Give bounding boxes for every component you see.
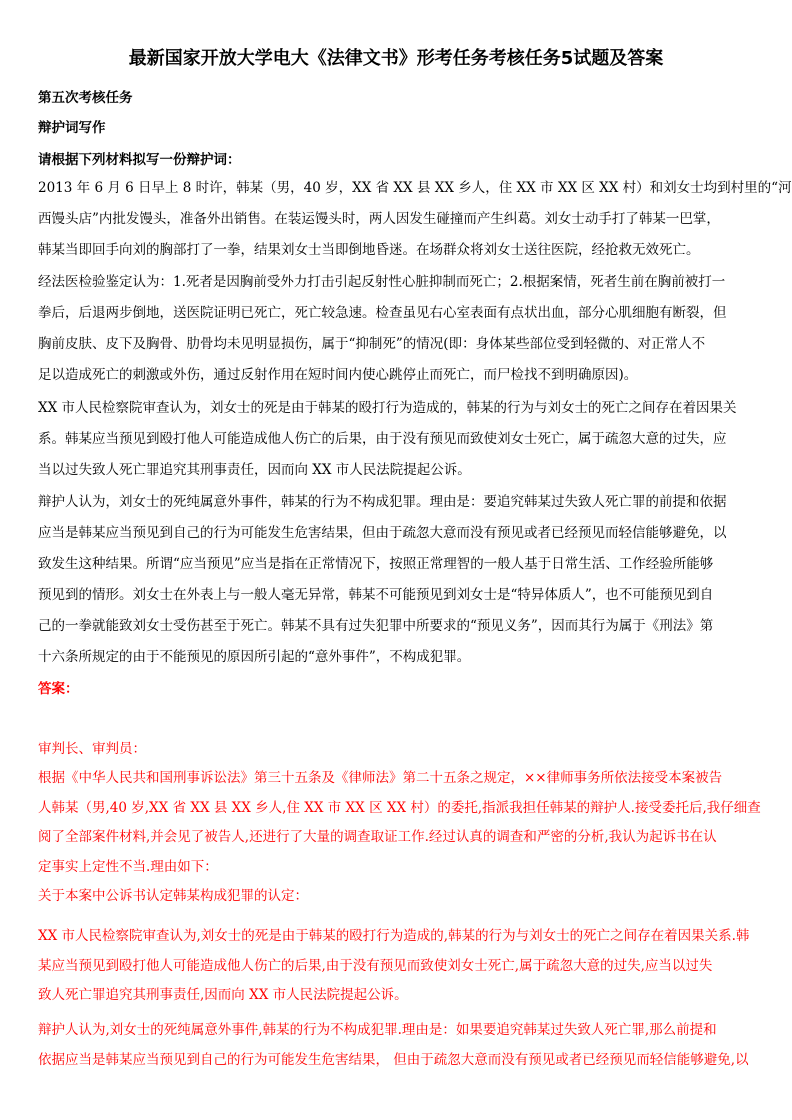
sub-heading: 辩护词写作 <box>38 120 106 136</box>
document-title: 最新国家开放大学电大《法律文书》形考任务考核任务5试题及答案 <box>128 48 664 69</box>
text-line: 根据《中华人民共和国刑事诉讼法》第三十五条及《律师法》第二十五条之规定，××律师事务所依法接受本案被告 <box>38 770 723 786</box>
text-line: 经法医检验鉴定认为：1.死者是因胸前受外力打击引起反射性心脏抑制而死亡；2.根据案情，死者生前在胸前被打一 <box>38 274 726 290</box>
answer-paragraph-2 <box>38 764 778 882</box>
text-line: 拳后，后退两步倒地，送医院证明已死亡，死亡较急速。检查虽见右心室表面有点状出血，部分心肌细胞有断裂，但 <box>38 305 727 321</box>
text-line: 致人死亡罪追究其刑事责任,因而向 XX 市人民法院提起公诉。 <box>38 987 408 1003</box>
text-line: 西馒头店”内批发馒头，准备外出销售。在装运馒头时，两人因发生碰撞而产生纠葛。刘女士动手打了韩某一巴掌， <box>38 211 720 227</box>
text-line: 阅了全部案件材料,并会见了被告人,还进行了大量的调查取证工作.经过认真的调查和严密的分析,我认为起诉书在认 <box>38 829 717 845</box>
text-line: 定事实上定性不当.理由如下： <box>38 858 218 875</box>
text-line: 预见到的情形。刘女士在外表上与一般人毫无异常，韩某不可能预见到刘女士是“特异体质人”，也不可能预见到自 <box>38 587 714 603</box>
answer-paragraph-3 <box>38 882 778 912</box>
text-line: XX 市人民检察院审查认为,刘女士的死是由于韩某的殴打行为造成的,韩某的行为与刘女士的死亡之间存在着因果关系.韩 <box>38 928 750 944</box>
section-heading: 第五次考核任务 <box>38 90 133 106</box>
instruction-text: 请根据下列材料拟写一份辩护词： <box>38 152 241 168</box>
text-line: 己的一拳就能致刘女士受伤甚至于死亡。韩某不具有过失犯罪中所要求的“预见义务”，因而其行为属于《刑法》第 <box>38 618 714 634</box>
text-line: 关于本案中公诉书认定韩某构成犯罪的认定： <box>38 888 308 904</box>
text-line: 胸前皮肤、皮下及胸骨、肋骨均未见明显损伤，属于“抑制死”的情况(即：身体某些部位受到轻微的、对正常人不 <box>38 336 706 352</box>
material-paragraph-4 <box>38 487 760 673</box>
text-line: 系。韩某应当预见到殴打他人可能造成他人伤亡的后果，由于没有预见而致使刘女士死亡，属于疏忽大意的过失，应 <box>38 431 727 447</box>
text-line: 辩护人认为,刘女士的死纯属意外事件,韩某的行为不构成犯罪.理由是：如果要追究韩某过失致人死亡罪,那么前提和 <box>38 1022 717 1038</box>
text-line: 审判长、审判员： <box>38 741 146 757</box>
text-line: 十六条所规定的由于不能预见的原因所引起的“意外事件”，不构成犯罪。 <box>38 649 471 665</box>
text-line: XX 市人民检察院审查认为，刘女士的死是由于韩某的殴打行为造成的，韩某的行为与刘女士的死亡之间存在着因果关 <box>38 400 737 416</box>
text-line: 2013 年 6 月 6 日早上 8 时许，韩某（男，40 岁，XX 省 XX 县 XX 乡人，住 XX 市 XX 区 XX 村）和刘女士均到村里的“河 <box>38 180 792 196</box>
text-line: 某应当预见到殴打他人可能造成他人伤亡的后果,由于没有预见而致使刘女士死亡,属于疏忽大意的过失,应当以过失 <box>38 957 713 974</box>
text-line: 当以过失致人死亡罪追究其刑事责任，因而向 XX 市人民法院提起公诉。 <box>38 462 471 478</box>
text-line: 辩护人认为，刘女士的死纯属意外事件，韩某的行为不构成犯罪。理由是：要追究韩某过失致人死亡罪的前提和依据 <box>38 494 727 510</box>
answer-paragraph-4 <box>38 922 778 1011</box>
text-line: 韩某当即回手向刘的胸部打了一拳，结果刘女士当即倒地昏迷。在场群众将刘女士送往医院，经抢救无效死亡。 <box>38 242 700 258</box>
text-line: 致发生这种结果。所谓“应当预见”应当是指在正常情况下，按照正常理智的一般人基于日常生活、工作经验所能够 <box>38 556 714 572</box>
answer-label: 答案： <box>38 681 79 697</box>
material-paragraph-1 <box>38 173 792 266</box>
text-line: 人韩某（男,40 岁,XX 省 XX 县 XX 乡人,住 XX 市 XX 区 XX 村）的委托,指派我担任韩某的辩护人.接受委托后,我仔细查 <box>38 799 761 816</box>
text-line: 依据应当是韩某应当预见到自己的行为可能发生危害结果， 但由于疏忽大意而没有预见或者已经预见而轻信能够避免,以 <box>38 1051 749 1068</box>
text-line: 足以造成死亡的刺激或外伤，通过反射作用在短时间内使心跳停止而死亡，而尸检找不到明确原因)。 <box>38 367 638 383</box>
material-paragraph-3 <box>38 393 760 486</box>
answer-paragraph-5 <box>38 1016 778 1075</box>
answer-paragraph-1 <box>38 735 778 765</box>
material-paragraph-2 <box>38 267 760 391</box>
text-line: 应当是韩某应当预见到自己的行为可能发生危害结果，但由于疏忽大意而没有预见或者已经预见而轻信能够避免，以 <box>38 525 727 541</box>
